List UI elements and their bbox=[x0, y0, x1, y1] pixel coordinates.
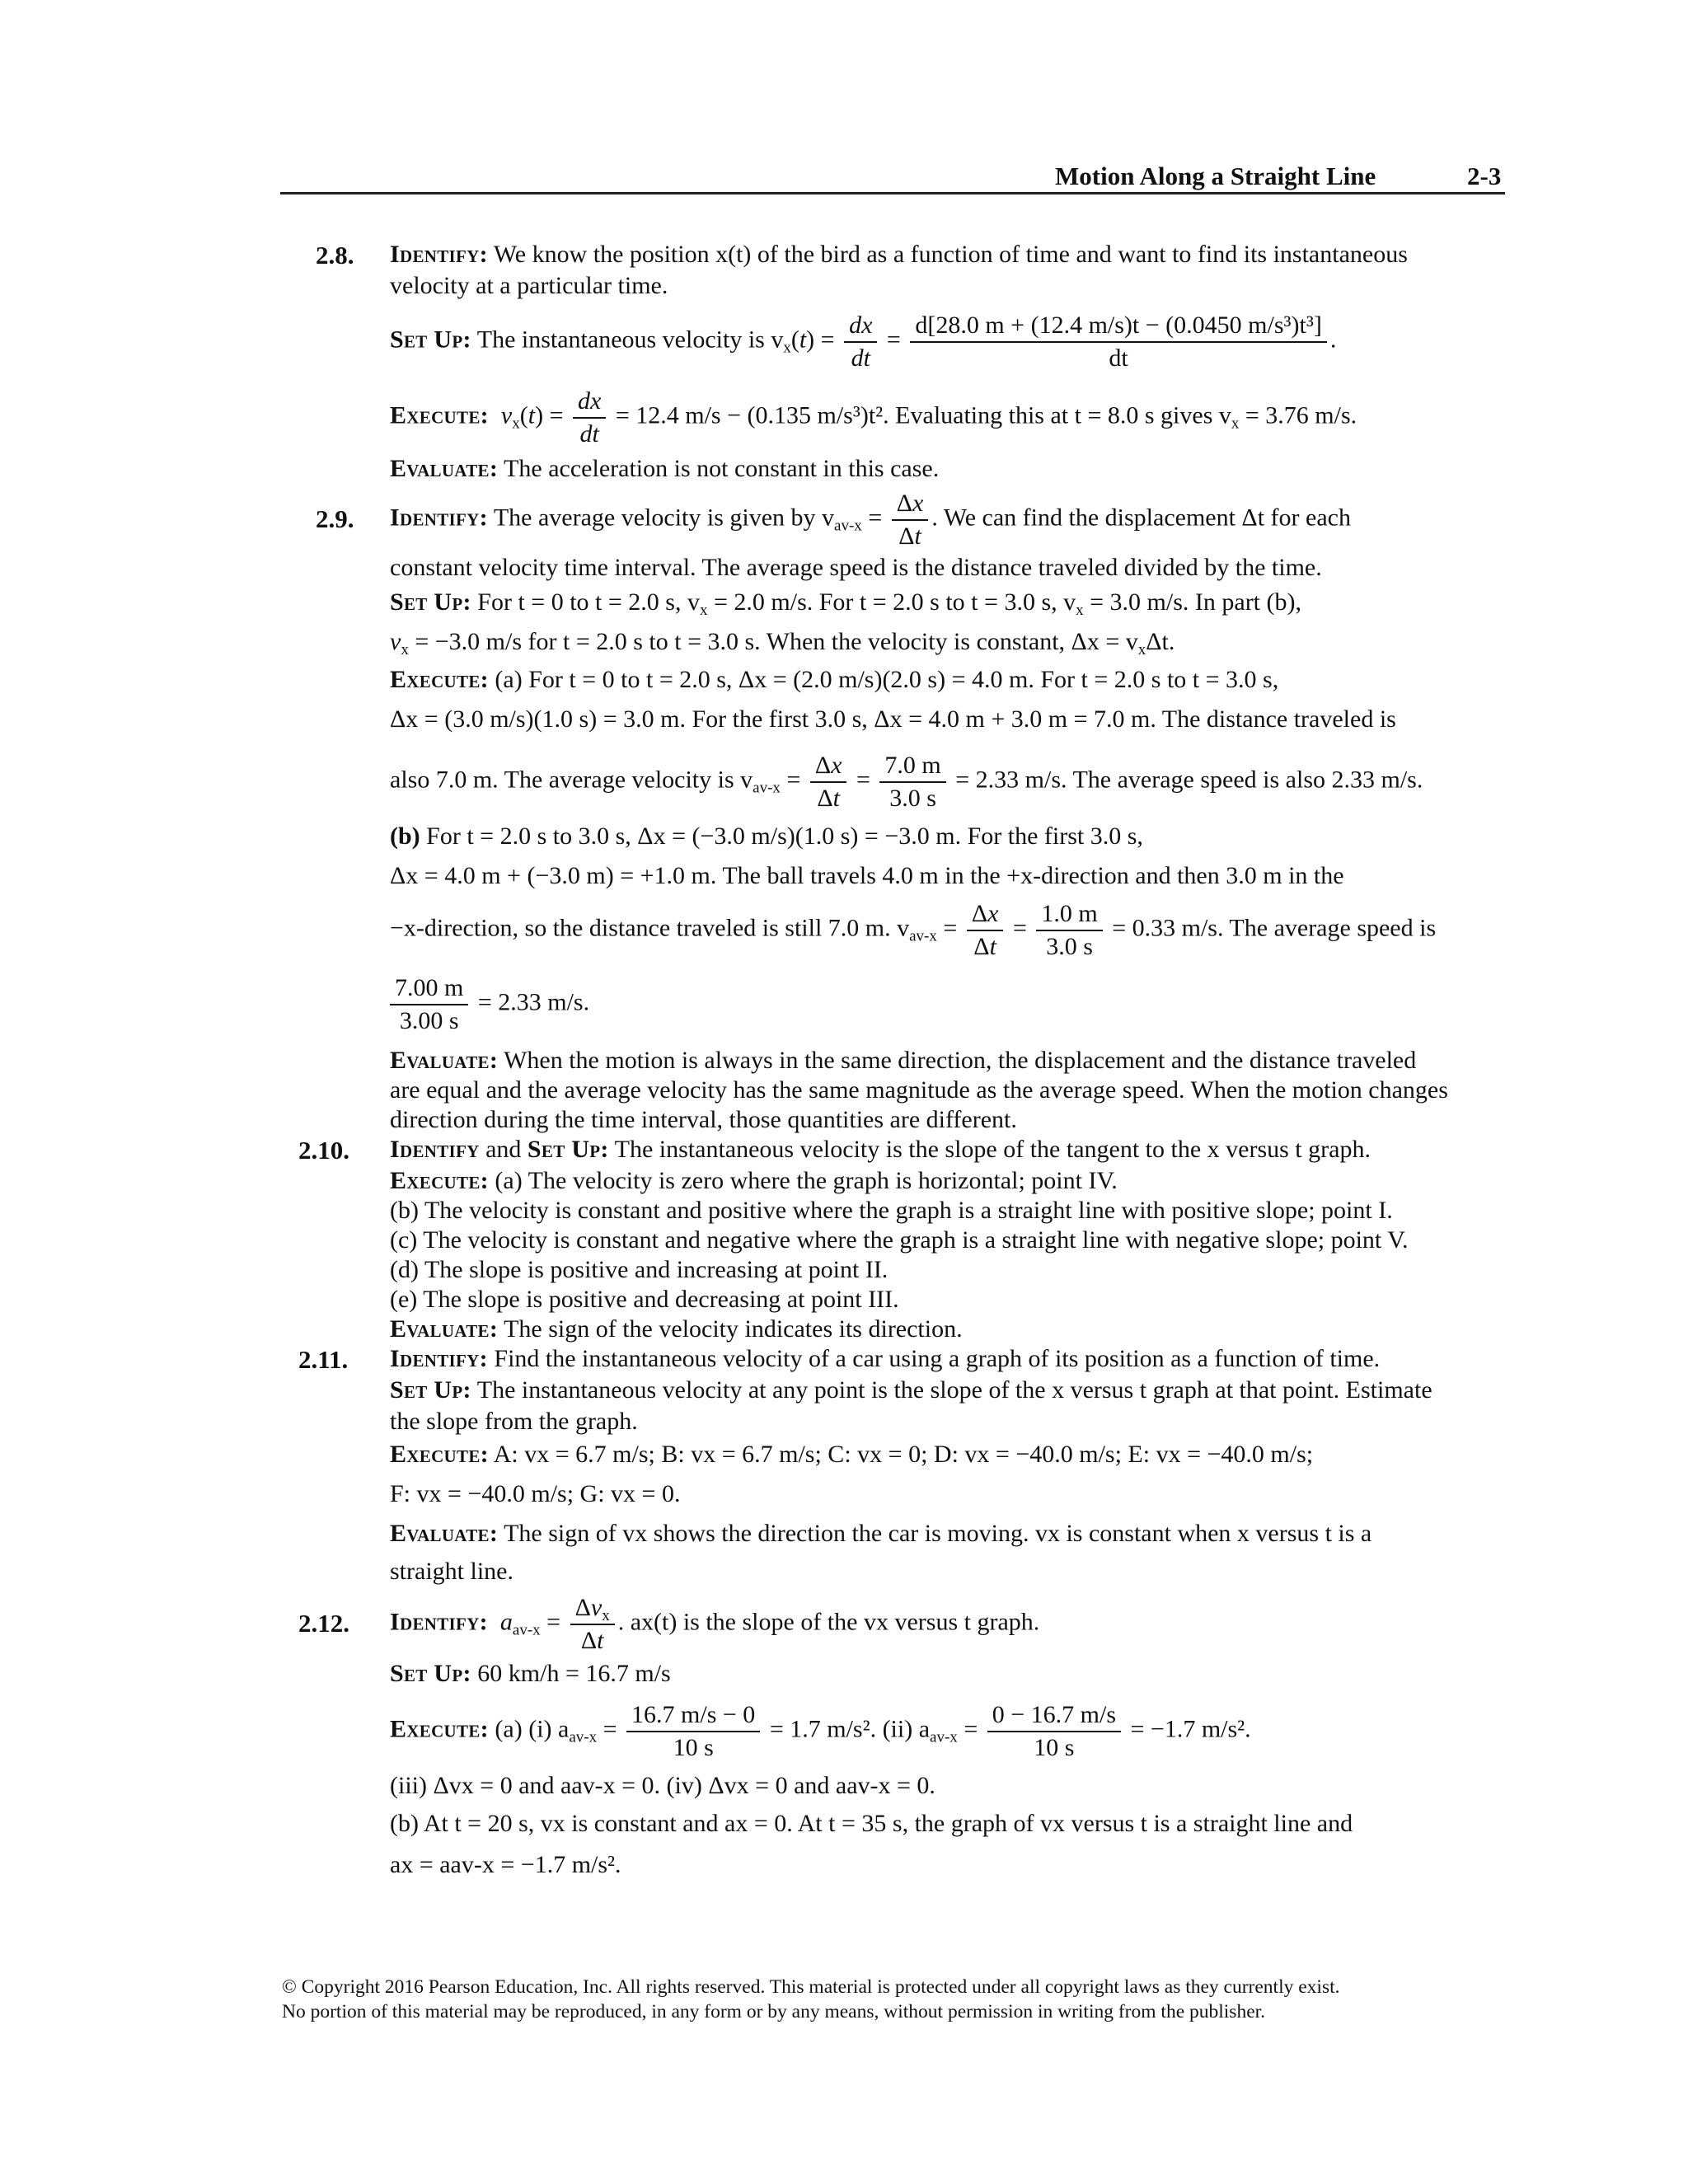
p2-9-exec-c: also 7.0 m. The average velocity is $v_{av-x}$ = $\frac{\Delta x}{\Delta t}$ = $\frac{7.0 m}{3.0 s}$ = 2.33 m/s. The average speed is also 2.33 m/s. bbox=[390, 750, 1423, 813]
running-header-title: Motion Along a Straight Line bbox=[1055, 162, 1376, 190]
p2-8-identify-text: We know the position x(t) of the bird as a function of time and want to find its instantaneous bbox=[487, 241, 1408, 268]
p2-9-eval-a: When the motion is always in the same direction, the displacement and the distance traveled bbox=[498, 1047, 1417, 1074]
problem-number-2-12: 2.12. bbox=[298, 1609, 349, 1638]
setup-label: Set Up: bbox=[527, 1136, 609, 1163]
setup-label: Set Up: bbox=[390, 326, 471, 354]
p2-9-exec-c2: = 2.33 m/s. The average speed is also 2.33 m/s. bbox=[949, 766, 1423, 794]
p2-12-b2: ax = aav-x = −1.7 m/s². bbox=[390, 1851, 621, 1878]
p2-9-exec-a: (a) For t = 0 to t = 2.0 s, Δx = (2.0 m/s)(2.0 s) = 4.0 m. For t = 2.0 s to t = 3.0 s, bbox=[488, 666, 1279, 693]
copyright-line-1: © Copyright 2016 Pearson Education, Inc. All rights reserved. This material is protected under all copyright laws as they currently exist. bbox=[282, 1976, 1340, 1998]
p2-9-setup-b: = −3.0 m/s for t = 2.0 s to t = 3.0 s. When the velocity is constant, Δx = v bbox=[408, 628, 1138, 655]
p2-9-setup-a2: = 2.0 m/s. For t = 2.0 s to t = 3.0 s, v bbox=[707, 588, 1076, 616]
p2-8-evaluate bbox=[390, 455, 939, 484]
problem-number-2-11: 2.11. bbox=[298, 1345, 349, 1374]
p2-9-setup: Set Up: For t = 0 to t = 2.0 s, $v_x = 2.0$ m/s. For t = 2.0 s to t = 3.0 s, $v_x = 3.0$ m/s. In part (b), bbox=[390, 588, 1301, 619]
p2-12-identify: Identify: $a_{av-x}$ = $\frac{\Delta v_x}{\Delta t}$ . ax(t) is the slope of the vx versus t graph. bbox=[390, 1592, 1039, 1656]
p2-10-id-text: The instantaneous velocity is the slope of the tangent to the x versus t graph. bbox=[608, 1136, 1371, 1163]
p2-9-b-d bbox=[390, 972, 589, 1036]
p2-9-execute bbox=[390, 666, 1278, 695]
p2-11-exec-a: A: vx = 6.7 m/s; B: vx = 6.7 m/s; C: vx = 0; D: vx = −40.0 m/s; E: vx = −40.0 m/s; bbox=[488, 1441, 1314, 1468]
p2-8-identify bbox=[390, 241, 1408, 269]
p2-12-exec-fraction-1: $\frac{16.7 m/s - 0}{10 s}$ bbox=[626, 1699, 760, 1763]
p2-11-execute bbox=[390, 1441, 1313, 1469]
p2-10-evaluate bbox=[390, 1315, 963, 1344]
p2-12-identify-text: . ax(t) is the slope of the vx versus t graph. bbox=[617, 1608, 1040, 1636]
p2-10-exec-a: (a) The velocity is zero where the graph is horizontal; point IV. bbox=[488, 1167, 1118, 1194]
p2-11-setup-b: the slope from the graph. bbox=[390, 1408, 638, 1435]
identify-label: Identify: bbox=[390, 1608, 488, 1636]
p2-11-identify-text: Find the instantaneous velocity of a car using a graph of its position as a function of time. bbox=[487, 1345, 1381, 1372]
identify-label: Identify: bbox=[390, 1345, 488, 1372]
p2-8-evaluate-text: The acceleration is not constant in this case. bbox=[498, 455, 940, 482]
execute-label: Execute: bbox=[390, 666, 489, 693]
setup-label: Set Up: bbox=[390, 588, 471, 616]
p2-10-d: (d) The slope is positive and increasing at point II. bbox=[390, 1256, 889, 1283]
p2-10-execute bbox=[390, 1167, 1118, 1196]
p2-11-eval-b: straight line. bbox=[390, 1558, 513, 1585]
setup-label: Set Up: bbox=[390, 1660, 471, 1687]
p2-10-evaluate-text: The sign of the velocity indicates its direction. bbox=[498, 1315, 963, 1343]
problem-number-2-8: 2.8. bbox=[316, 241, 354, 269]
p2-12-setup bbox=[390, 1660, 671, 1689]
p2-9-part-b bbox=[390, 823, 1143, 851]
p2-12-b: (b) At t = 20 s, vx is constant and ax = 0. At t = 35 s, the graph of vx versus t is a straight line and bbox=[390, 1810, 1353, 1837]
p2-10-c: (c) The velocity is constant and negative where the graph is a straight line with negative slope; point V. bbox=[390, 1226, 1409, 1254]
evaluate-label: Evaluate: bbox=[390, 1315, 499, 1343]
p2-11-exec-b: F: vx = −40.0 m/s; G: vx = 0. bbox=[390, 1480, 681, 1507]
p2-10-b: (b) The velocity is constant and positive where the graph is a straight line with positive slope; point I. bbox=[390, 1197, 1393, 1224]
p2-9-b-d2: = 2.33 m/s. bbox=[471, 988, 590, 1016]
p2-12-execute: Execute: (a) (i) $a_{av-x}$ = $\frac{16.7 m/s - 0}{10 s}$ = 1.7 m/s². (ii) $a_{av-x}$ = $\frac{0 - 16.7 m/s}{10 s}$ = −1.7 m/s². bbox=[390, 1699, 1251, 1763]
p2-9-setup-a3: = 3.0 m/s. In part (b), bbox=[1083, 588, 1301, 616]
p2-9-exec-fraction: $\frac{7.0 m}{3.0 s}$ bbox=[879, 750, 945, 813]
p2-9-b-a: For t = 2.0 s to 3.0 s, Δx = (−3.0 m/s)(1.0 s) = −3.0 m. For the first 3.0 s, bbox=[420, 823, 1143, 850]
part-b-label: (b) bbox=[390, 823, 420, 850]
identify-label: Identify bbox=[390, 1136, 480, 1163]
p2-9-exec-b: Δx = (3.0 m/s)(1.0 s) = 3.0 m. For the first 3.0 s, Δx = 4.0 m + 3.0 m = 7.0 m. The distance traveled is bbox=[390, 705, 1396, 733]
p2-9-eval-b: are equal and the average velocity has the same magnitude as the average speed. When the motion changes bbox=[390, 1076, 1448, 1104]
p2-8-execute: Execute: $v_x(t)$ = $\frac{dx}{dt}$ = 12.4 m/s − (0.135 m/s³)t². Evaluating this at t = 8.0 s gives $v_x = 3.76$ m/s. bbox=[390, 386, 1357, 449]
p2-9-setup-a: For t = 0 to t = 2.0 s, v bbox=[471, 588, 700, 616]
page-number: 2-3 bbox=[1467, 162, 1502, 190]
p2-11-setup bbox=[390, 1376, 1432, 1405]
p2-10-e: (e) The slope is positive and decreasing at point III. bbox=[390, 1286, 899, 1313]
execute-label: Execute: bbox=[390, 1167, 489, 1194]
p2-12-identify-fraction: $\frac{\Delta v_x}{\Delta t}$ bbox=[570, 1592, 615, 1656]
p2-9-identify: Identify: The average velocity is given by $v_{av-x}$ = $\frac{\Delta x}{\Delta t}$ . We can find the displacement Δt for each bbox=[390, 488, 1351, 551]
execute-label: Execute: bbox=[390, 401, 489, 429]
p2-9-evaluate bbox=[390, 1047, 1416, 1076]
and-word: and bbox=[479, 1136, 528, 1163]
p2-8-setup-text: The instantaneous velocity is v bbox=[471, 326, 784, 354]
p2-9-identify-text2: . We can find the displacement Δt for each bbox=[931, 504, 1351, 532]
p2-9-exec-c1: also 7.0 m. The average velocity is v bbox=[390, 766, 753, 794]
p2-8-execute-result: = 3.76 m/s. bbox=[1239, 401, 1357, 429]
identify-label: Identify: bbox=[390, 241, 488, 268]
p2-8-execute-text: = 12.4 m/s − (0.135 m/s³)t². Evaluating this at t = 8.0 s gives v bbox=[609, 401, 1231, 429]
p2-9-b-b: Δx = 4.0 m + (−3.0 m) = +1.0 m. The ball travels 4.0 m in the +x-direction and then 3.0 m in the bbox=[390, 862, 1344, 889]
p2-9-b-c1: −x-direction, so the distance traveled is still 7.0 m. v bbox=[390, 914, 910, 942]
evaluate-label: Evaluate: bbox=[390, 1520, 499, 1547]
p2-9-eval-c: direction during the time interval, those quantities are different. bbox=[390, 1106, 1017, 1133]
p2-9-setup-b2: Δt. bbox=[1146, 628, 1175, 655]
p2-12-exec-fraction-2: $\frac{0 - 16.7 m/s}{10 s}$ bbox=[987, 1699, 1121, 1763]
execute-label: Execute: bbox=[390, 1715, 489, 1743]
copyright-line-2: No portion of this material may be reproduced, in any form or by any means, without permission in writing from the publisher. bbox=[282, 2001, 1266, 2022]
p2-12-setup-text: 60 km/h = 16.7 m/s bbox=[471, 1660, 671, 1687]
p2-10-identify bbox=[390, 1136, 1371, 1165]
p2-9-setup-line2: $v_x = -3.0$ m/s for t = 2.0 s to t = 3.0 s. When the velocity is constant, $\Delta x = v_x\Delta t$. bbox=[390, 628, 1175, 658]
p2-9-identify-fraction: $\frac{\Delta x}{\Delta t}$ bbox=[892, 488, 929, 551]
p2-12-exec-a2: = 1.7 m/s². (ii) a bbox=[763, 1715, 931, 1743]
p2-9-b-fraction: $\frac{1.0 m}{3.0 s}$ bbox=[1036, 898, 1102, 962]
p2-11-evaluate bbox=[390, 1520, 1372, 1549]
p2-11-eval-a: The sign of vx shows the direction the car is moving. vx is constant when x versus t is a bbox=[498, 1520, 1372, 1547]
evaluate-label: Evaluate: bbox=[390, 1047, 499, 1074]
header-rule bbox=[280, 192, 1505, 194]
p2-11-identify bbox=[390, 1345, 1380, 1374]
p2-12-iii: (iii) Δvx = 0 and aav-x = 0. (iv) Δvx = 0 and aav-x = 0. bbox=[390, 1772, 935, 1799]
p2-9-exec-fraction-dx: $\frac{\Delta x}{\Delta t}$ bbox=[810, 750, 847, 813]
p2-11-setup-a: The instantaneous velocity at any point is the slope of the x versus t graph at that point. Estimate bbox=[471, 1376, 1432, 1404]
p2-9-line2: constant velocity time interval. The average speed is the distance traveled divided by the time. bbox=[390, 554, 1322, 581]
p2-12-exec-a3: = −1.7 m/s². bbox=[1124, 1715, 1251, 1743]
setup-label: Set Up: bbox=[390, 1376, 471, 1404]
p2-9-b-c2: = 0.33 m/s. The average speed is bbox=[1105, 914, 1437, 942]
identify-label: Identify: bbox=[390, 504, 488, 532]
p2-8-setup-fraction: $\frac{\text{d[28.0 m + (12.4 m/s)t − (0.0450 m/s³)t³]}}{dt}$ bbox=[910, 310, 1326, 373]
p2-9-b-c: −x-direction, so the distance traveled is still 7.0 m. $v_{av-x}$ = $\frac{\Delta x}{\Delta t}$ = $\frac{1.0 m}{3.0 s}$ = 0.33 m/s. The average speed is bbox=[390, 898, 1436, 962]
evaluate-label: Evaluate: bbox=[390, 455, 499, 482]
p2-8-setup: Set Up: The instantaneous velocity is $v_x(t)$ = $\frac{dx}{dt}$ = $\frac{\text{d[28.0 m + (12.4 m/s)t − (0.0450 m/s³)t³]}}{dt}$ . bbox=[390, 310, 1336, 373]
p2-8-setup-fraction-dxdt: $\frac{dx}{dt}$ bbox=[844, 310, 877, 373]
p2-8-exec-fraction: $\frac{dx}{dt}$ bbox=[573, 386, 606, 449]
p2-9-identify-text: The average velocity is given by v bbox=[487, 504, 835, 532]
problem-number-2-9: 2.9. bbox=[316, 504, 354, 533]
execute-label: Execute: bbox=[390, 1441, 489, 1468]
problem-number-2-10: 2.10. bbox=[298, 1136, 349, 1165]
p2-12-exec-a1: (a) (i) a bbox=[488, 1715, 570, 1743]
p2-9-b-fraction-dx: $\frac{\Delta x}{\Delta t}$ bbox=[967, 898, 1004, 962]
p2-9-b-d-fraction: $\frac{7.00 m}{3.00 s}$ bbox=[390, 972, 468, 1036]
p2-8-identify-line2: velocity at a particular time. bbox=[390, 272, 668, 299]
